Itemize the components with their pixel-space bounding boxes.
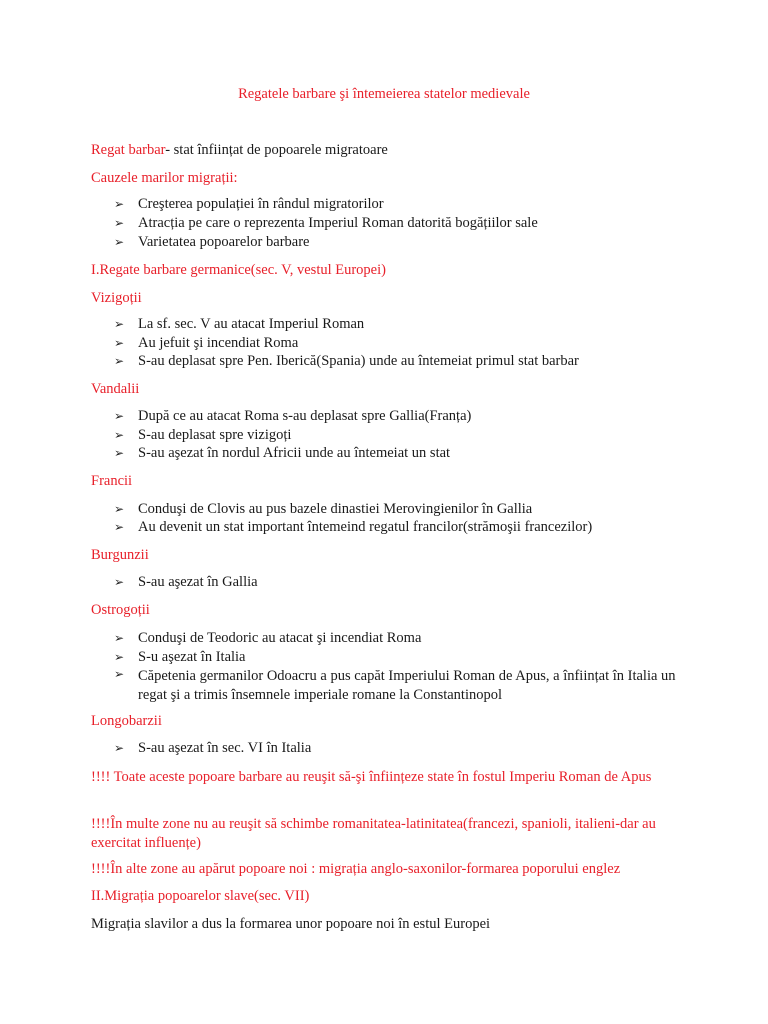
list-item-text: Conduşi de Teodoric au atacat şi incendiat Roma [138,630,422,646]
list-item [114,667,698,705]
list-item [114,519,592,536]
arrow-bullet-icon: ➢ [114,197,125,211]
burgundians-heading: Burgunzii [91,547,149,563]
causes-heading: Cauzele marilor migrații: [91,170,238,186]
list-item [114,335,298,352]
note-paragraph: !!!!În multe zone nu au reuşit să schimbe romanitatea-latinitatea(francezi, spanioli, italieni-dar au exercitat influențe) [91,816,656,851]
definition-term: Regat barbar [91,142,166,158]
vandals-heading: Vandalii [91,381,140,397]
arrow-bullet-icon: ➢ [114,520,125,534]
franks-heading: Francii [91,473,133,489]
list-item-text: S-au deplasat spre Pen. Iberică(Spania) unde au întemeiat primul stat barbar [138,353,579,369]
list-item [114,316,364,333]
section1-heading: I.Regate barbare germanice(sec. V, vestul Europei) [91,262,386,278]
list-item [114,234,309,251]
list-item-text: Conduşi de Clovis au pus bazele dinastiei Merovingienilor în Gallia [138,501,533,517]
list-item [114,649,246,666]
arrow-bullet-icon: ➢ [114,216,125,230]
list-item-text: Creşterea populației în rândul migratorilor [138,196,384,212]
list-item-text: S-au aşezat în nordul Africii unde au întemeiat un stat [138,445,451,461]
list-item [114,445,450,462]
list-item-text: S-au aşezat în Gallia [138,574,258,590]
arrow-bullet-icon: ➢ [114,336,125,350]
section2-text: Migrația slavilor a dus la formarea unor popoare noi în estul Europei [91,916,491,932]
list-item-text: Atracția pe care o reprezenta Imperiul Roman datorită bogățiilor sale [138,215,538,231]
list-item-text: Căpetenia germanilor Odoacru a pus capăt Imperiului Roman de Apus, a înființat în Italia un regat şi a trimis însemnele imperiale romane la Constantinopol [138,668,676,703]
ostrogoths-heading: Ostrogoții [91,602,150,618]
list-item [114,740,311,757]
arrow-bullet-icon: ➢ [114,446,125,460]
arrow-bullet-icon: ➢ [114,354,125,368]
definition-text: - stat înființat de popoarele migratoare [165,142,388,158]
list-item-text: Au devenit un stat important întemeind regatul francilor(strămoşii francezilor) [138,519,593,535]
list-item [114,574,258,591]
list-item [114,215,538,232]
arrow-bullet-icon: ➢ [114,741,125,755]
arrow-bullet-icon: ➢ [114,502,125,516]
list-item [114,196,384,213]
list-item-text: Varietatea popoarelor barbare [138,234,310,250]
arrow-bullet-icon: ➢ [114,667,125,681]
list-item-text: Au jefuit şi incendiat Roma [138,335,299,351]
arrow-bullet-icon: ➢ [114,235,125,249]
lombards-heading: Longobarzii [91,713,162,729]
arrow-bullet-icon: ➢ [114,428,125,442]
arrow-bullet-icon: ➢ [114,317,125,331]
list-item-text: S-u aşezat în Italia [138,649,246,665]
list-item [114,408,471,425]
definition-line [91,142,388,159]
note-paragraph: !!!!În alte zone au apărut popoare noi : migrația anglo-saxonilor-formarea poporului englez [91,861,621,877]
visigoths-heading: Vizigoții [91,290,142,306]
section2-heading: II.Migrația popoarelor slave(sec. VII) [91,888,310,904]
list-item-text: După ce au atacat Roma s-au deplasat spre Gallia(Franța) [138,408,472,424]
list-item [114,501,532,518]
note-paragraph: !!!! Toate aceste popoare barbare au reuşit să-şi înființeze state în fostul Imperiu Roman de Apus [91,769,652,785]
arrow-bullet-icon: ➢ [114,631,125,645]
document-title: Regatele barbare şi întemeierea statelor medievale [238,86,530,102]
list-item [114,427,291,444]
arrow-bullet-icon: ➢ [114,650,125,664]
list-item [114,630,421,647]
list-item-text: S-au deplasat spre vizigoți [138,427,292,443]
list-item-text: S-au aşezat în sec. VI în Italia [138,740,312,756]
arrow-bullet-icon: ➢ [114,409,125,423]
list-item [114,353,579,370]
arrow-bullet-icon: ➢ [114,575,125,589]
list-item-text: La sf. sec. V au atacat Imperiul Roman [138,316,365,332]
